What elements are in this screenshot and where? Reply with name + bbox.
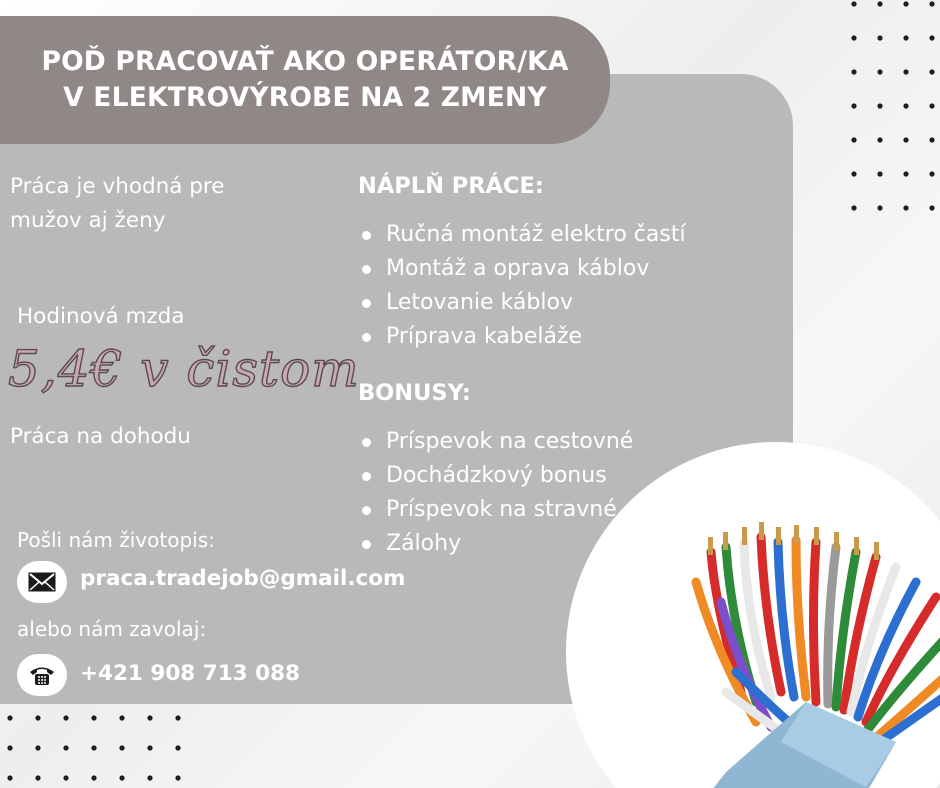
list-item: Ručná montáž elektro častí	[358, 218, 686, 252]
headline-banner	[0, 16, 610, 144]
bonuses-list	[358, 425, 633, 561]
list-item: Príprava kabeláže	[358, 320, 686, 354]
headline-line-2: V ELEKTROVÝROBE NA 2 ZMENY	[63, 82, 547, 113]
telephone-icon	[17, 654, 67, 696]
agreement-text: Práca na dohodu	[10, 424, 191, 449]
list-item: Letovanie káblov	[358, 286, 686, 320]
list-item: Príspevok na stravné	[358, 493, 633, 527]
bonuses-heading: BONUSY:	[358, 380, 471, 406]
duties-heading: NÁPLŇ PRÁCE:	[358, 173, 544, 199]
suitability-line-1: Práca je vhodná pre	[10, 174, 225, 199]
list-item: Zálohy	[358, 527, 633, 561]
list-item: Dochádzkový bonus	[358, 459, 633, 493]
phone-link[interactable]: +421 908 713 088	[80, 661, 300, 686]
dot-grid-bottom-left	[0, 704, 190, 788]
wage-label: Hodinová mzda	[17, 304, 185, 329]
suitability-line-2: mužov aj ženy	[10, 208, 166, 233]
list-item: Príspevok na cestovné	[358, 425, 633, 459]
dot-grid-top-right	[840, 0, 940, 240]
list-item: Montáž a oprava káblov	[358, 252, 686, 286]
duties-list	[358, 218, 686, 354]
email-link[interactable]: praca.tradejob@gmail.com	[80, 566, 406, 591]
or-call-label: alebo nám zavolaj:	[17, 617, 207, 641]
wage-value: 5,4€ v čistom	[8, 340, 360, 398]
send-cv-label: Pošli nám životopis:	[17, 528, 215, 552]
headline-line-1: POĎ PRACOVAŤ AKO OPERÁTOR/KA	[41, 46, 569, 77]
envelope-icon	[17, 561, 67, 603]
